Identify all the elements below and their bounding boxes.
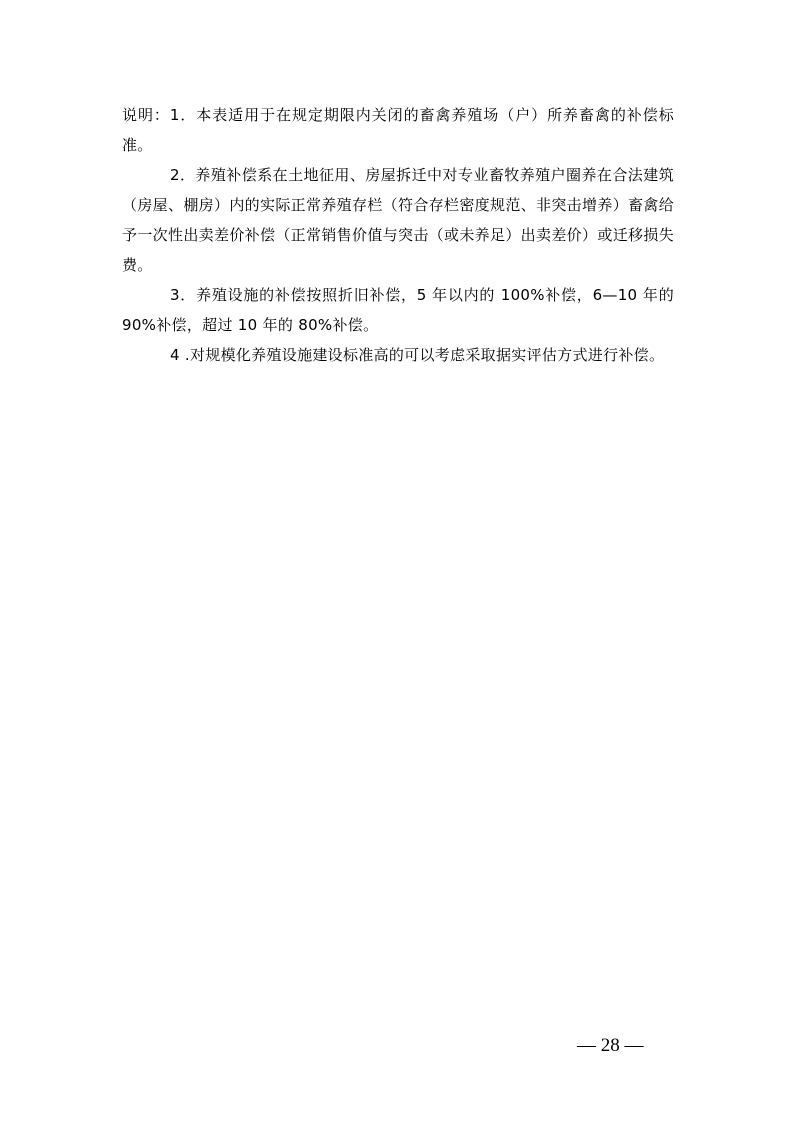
note-paragraph-1: 说明：1．本表适用于在规定期限内关闭的畜禽养殖场（户）所养畜禽的补偿标准。 <box>122 106 674 154</box>
note-paragraph-2: 2．养殖补偿系在土地征用、房屋拆迁中对专业畜牧养殖户圈养在合法建筑（房屋、棚房）内的实际正常养殖存栏（符合存栏密度规范、非突击增养）畜禽给予一次性出卖差价补偿（正常销售价值与突击（或未养足）出卖差价）或迁移损失费。 <box>122 166 674 274</box>
note-paragraph-4: 4 .对规模化养殖设施建设标准高的可以考虑采取据实评估方式进行补偿。 <box>170 346 665 364</box>
page-number: — 28 — <box>577 1035 644 1056</box>
notes-section <box>122 100 674 370</box>
note-paragraph-3: 3．养殖设施的补偿按照折旧补偿，5 年以内的 100%补偿，6—10 年的 90%补偿，超过 10 年的 80%补偿。 <box>122 286 674 334</box>
